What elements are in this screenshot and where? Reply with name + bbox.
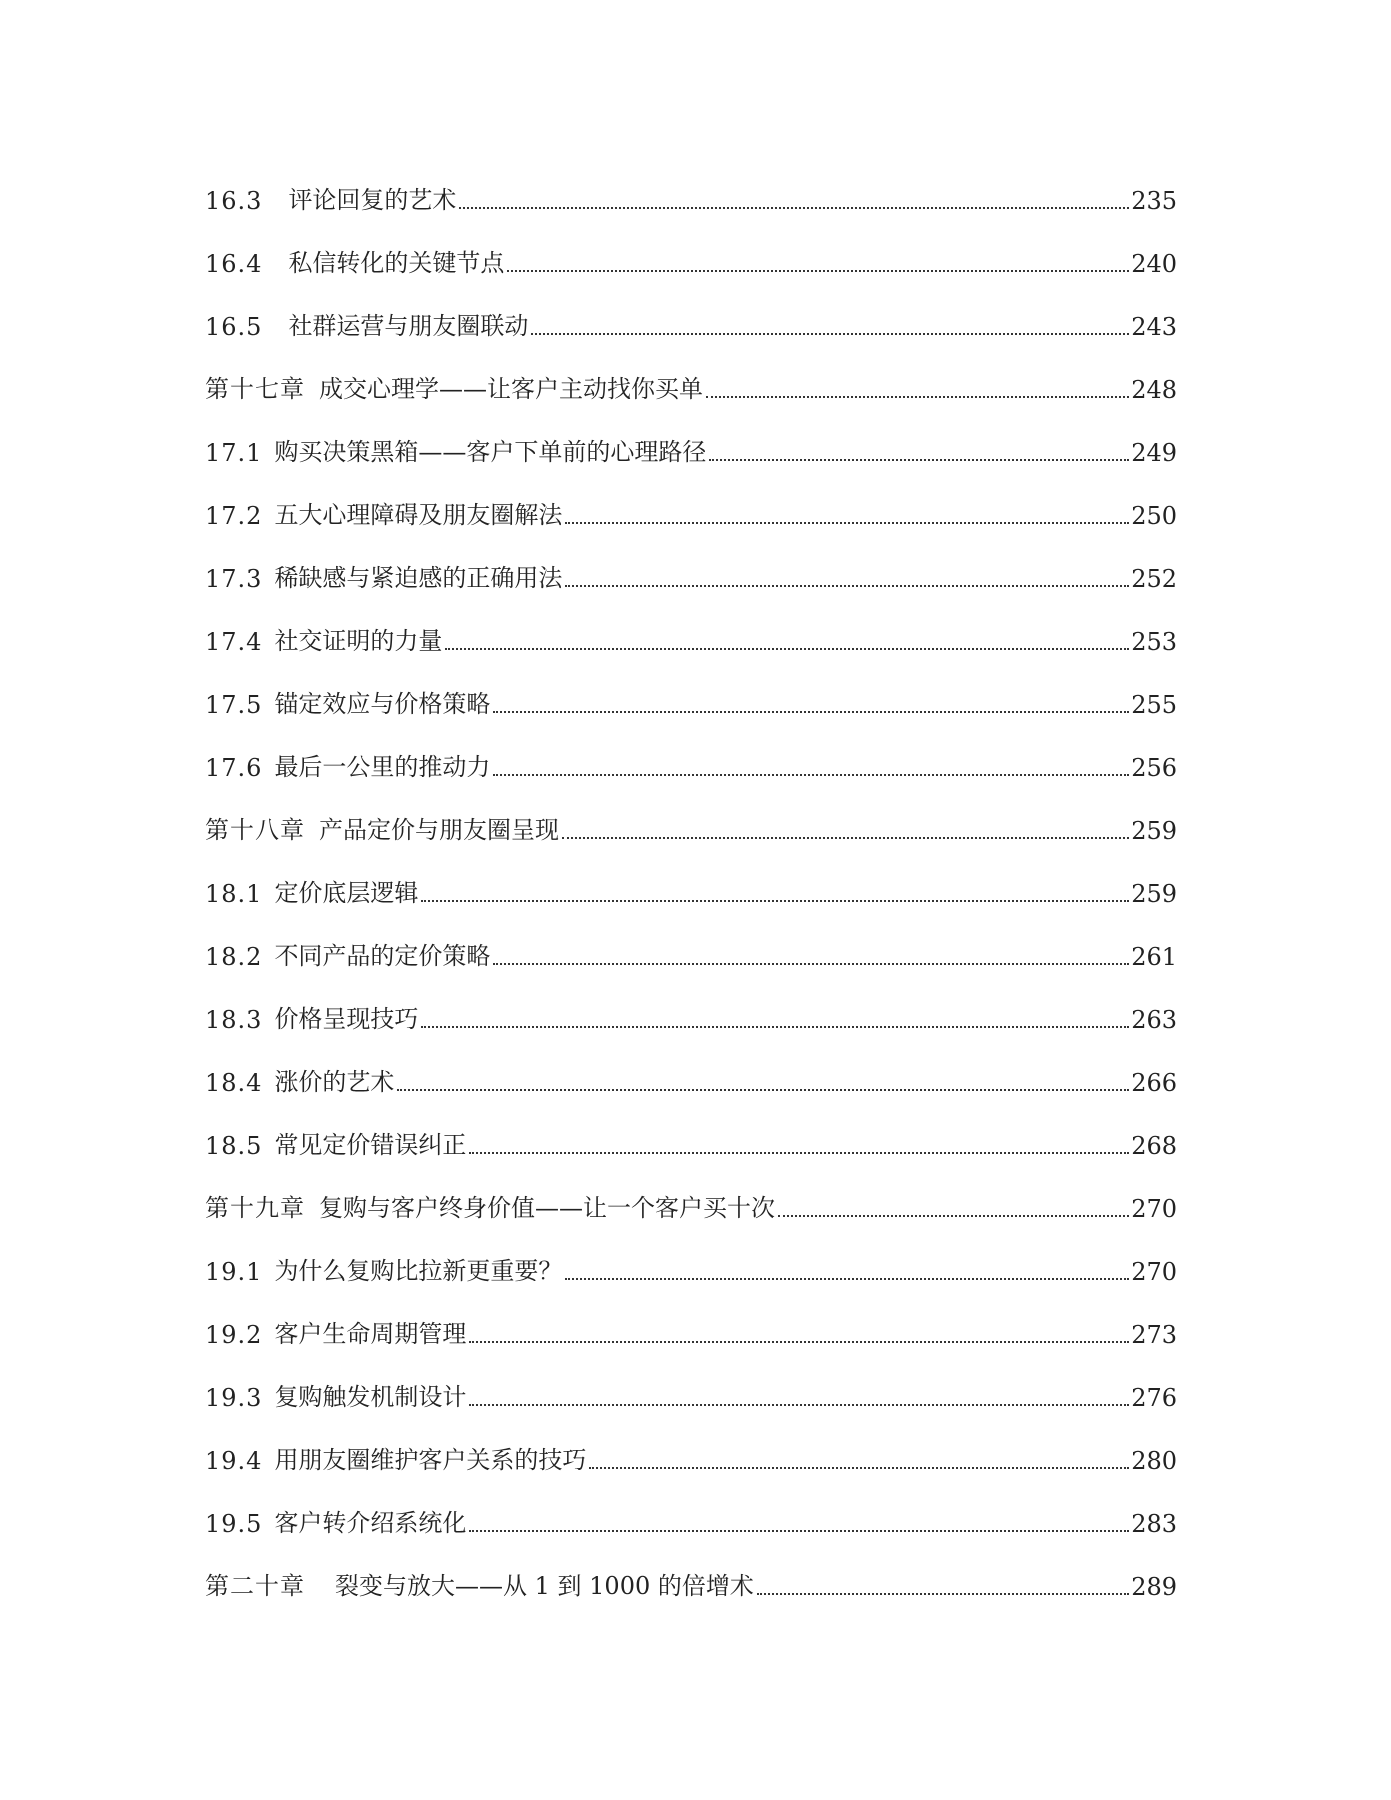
toc-dot-leader [778, 1214, 1129, 1217]
toc-section-entry[interactable] [205, 1412, 1177, 1475]
toc-entry-page-number: 289 [1131, 1573, 1177, 1601]
toc-entry-title: 价格呈现技巧 [274, 1005, 419, 1033]
toc-dot-leader [469, 1529, 1129, 1532]
toc-entry-title: 最后一公里的推动力 [274, 753, 491, 781]
toc-entry-number: 第十八章 [205, 816, 305, 844]
toc-section-entry[interactable] [205, 908, 1177, 971]
toc-entry-number: 19.2 [205, 1321, 263, 1349]
toc-section-entry[interactable] [205, 1034, 1177, 1097]
toc-dot-leader [565, 584, 1129, 587]
toc-entry-title: 常见定价错误纠正 [274, 1131, 467, 1159]
toc-entry-title: 成交心理学——让客户主动找你买单 [319, 375, 703, 403]
toc-section-entry[interactable] [205, 152, 1177, 215]
toc-entry-number: 第二十章 [205, 1572, 305, 1600]
toc-entry-page-number: 259 [1131, 880, 1177, 908]
toc-entry-number: 18.1 [205, 880, 263, 908]
toc-entry-title: 为什么复购比拉新更重要？ [274, 1257, 563, 1285]
toc-entry-page-number: 249 [1131, 439, 1177, 467]
toc-dot-leader [565, 1277, 1129, 1280]
toc-entry-title: 客户转介绍系统化 [274, 1509, 467, 1537]
toc-entry-title: 五大心理障碍及朋友圈解法 [274, 501, 563, 529]
toc-entry-page-number: 266 [1131, 1069, 1177, 1097]
toc-entry-page-number: 273 [1131, 1321, 1177, 1349]
toc-entry-number: 18.5 [205, 1132, 263, 1160]
toc-section-entry[interactable] [205, 278, 1177, 341]
toc-entry-number: 19.5 [205, 1510, 263, 1538]
toc-entry-title: 涨价的艺术 [274, 1068, 395, 1096]
toc-chapter-entry[interactable] [205, 1160, 1177, 1223]
toc-entry-title: 复购触发机制设计 [274, 1383, 467, 1411]
toc-chapter-entry[interactable] [205, 1538, 1177, 1601]
toc-entry-page-number: 250 [1131, 502, 1177, 530]
toc-entry-number: 17.4 [205, 628, 263, 656]
toc-dot-leader [757, 1592, 1129, 1595]
toc-entry-number: 19.3 [205, 1384, 263, 1412]
toc-dot-leader [507, 269, 1129, 272]
toc-entry-page-number: 261 [1131, 943, 1177, 971]
toc-dot-leader [493, 962, 1129, 965]
toc-entry-page-number: 243 [1131, 313, 1177, 341]
toc-entry-number: 17.2 [205, 502, 263, 530]
toc-entry-page-number: 240 [1131, 250, 1177, 278]
toc-dot-leader [421, 1025, 1129, 1028]
toc-entry-page-number: 268 [1131, 1132, 1177, 1160]
toc-section-entry[interactable] [205, 719, 1177, 782]
toc-dot-leader [469, 1151, 1129, 1154]
toc-dot-leader [421, 899, 1129, 902]
toc-section-entry[interactable] [205, 1223, 1177, 1286]
toc-dot-leader [445, 647, 1129, 650]
toc-entry-title: 锚定效应与价格策略 [274, 690, 491, 718]
toc-entry-number: 17.1 [205, 439, 263, 467]
toc-entry-title: 产品定价与朋友圈呈现 [319, 816, 559, 844]
toc-entry-page-number: 283 [1131, 1510, 1177, 1538]
toc-entry-number: 16.3 [205, 187, 263, 215]
toc-section-entry[interactable] [205, 593, 1177, 656]
toc-entry-page-number: 255 [1131, 691, 1177, 719]
toc-section-entry[interactable] [205, 404, 1177, 467]
toc-chapter-entry[interactable] [205, 782, 1177, 845]
toc-section-entry[interactable] [205, 845, 1177, 908]
toc-entry-number: 18.4 [205, 1069, 263, 1097]
toc-section-entry[interactable] [205, 530, 1177, 593]
toc-entry-title: 社交证明的力量 [274, 627, 443, 655]
toc-entry-page-number: 256 [1131, 754, 1177, 782]
toc-dot-leader [493, 710, 1129, 713]
toc-entry-number: 18.3 [205, 1006, 263, 1034]
toc-entry-title: 不同产品的定价策略 [274, 942, 491, 970]
toc-entry-title: 用朋友圈维护客户关系的技巧 [274, 1446, 587, 1474]
toc-entry-number: 17.3 [205, 565, 263, 593]
table-of-contents [205, 152, 1177, 1601]
toc-entry-title: 客户生命周期管理 [274, 1320, 467, 1348]
toc-entry-number: 16.5 [205, 313, 263, 341]
toc-entry-number: 第十九章 [205, 1194, 305, 1222]
toc-entry-page-number: 252 [1131, 565, 1177, 593]
toc-entry-number: 17.5 [205, 691, 263, 719]
toc-entry-page-number: 235 [1131, 187, 1177, 215]
toc-section-entry[interactable] [205, 215, 1177, 278]
toc-section-entry[interactable] [205, 1286, 1177, 1349]
toc-dot-leader [565, 521, 1129, 524]
toc-entry-title: 购买决策黑箱——客户下单前的心理路径 [274, 438, 707, 466]
toc-entry-page-number: 259 [1131, 817, 1177, 845]
toc-entry-title: 私信转化的关键节点 [288, 249, 505, 277]
toc-entry-number: 19.4 [205, 1447, 263, 1475]
toc-entry-number: 18.2 [205, 943, 263, 971]
toc-entry-number: 17.6 [205, 754, 263, 782]
toc-dot-leader [493, 773, 1129, 776]
toc-dot-leader [459, 206, 1129, 209]
toc-chapter-entry[interactable] [205, 341, 1177, 404]
toc-entry-title: 裂变与放大——从 1 到 1000 的倍增术 [335, 1572, 754, 1600]
toc-section-entry[interactable] [205, 1349, 1177, 1412]
toc-dot-leader [589, 1466, 1129, 1469]
toc-entry-title: 稀缺感与紧迫感的正确用法 [274, 564, 563, 592]
toc-entry-title: 评论回复的艺术 [288, 186, 457, 214]
toc-entry-number: 第十七章 [205, 375, 305, 403]
toc-dot-leader [706, 395, 1129, 398]
toc-dot-leader [709, 458, 1129, 461]
toc-entry-page-number: 263 [1131, 1006, 1177, 1034]
toc-entry-page-number: 270 [1131, 1195, 1177, 1223]
toc-entry-page-number: 280 [1131, 1447, 1177, 1475]
toc-entry-number: 19.1 [205, 1258, 263, 1286]
toc-dot-leader [469, 1340, 1129, 1343]
toc-entry-page-number: 276 [1131, 1384, 1177, 1412]
toc-entry-page-number: 248 [1131, 376, 1177, 404]
toc-entry-title: 定价底层逻辑 [274, 879, 419, 907]
toc-dot-leader [531, 332, 1129, 335]
toc-entry-title: 社群运营与朋友圈联动 [288, 312, 529, 340]
toc-section-entry[interactable] [205, 971, 1177, 1034]
toc-section-entry[interactable] [205, 1475, 1177, 1538]
toc-entry-title: 复购与客户终身价值——让一个客户买十次 [319, 1194, 775, 1222]
toc-dot-leader [562, 836, 1129, 839]
toc-dot-leader [469, 1403, 1129, 1406]
toc-entry-number: 16.4 [205, 250, 263, 278]
toc-section-entry[interactable] [205, 1097, 1177, 1160]
toc-dot-leader [397, 1088, 1129, 1091]
toc-entry-page-number: 253 [1131, 628, 1177, 656]
toc-section-entry[interactable] [205, 467, 1177, 530]
toc-section-entry[interactable] [205, 656, 1177, 719]
toc-entry-page-number: 270 [1131, 1258, 1177, 1286]
